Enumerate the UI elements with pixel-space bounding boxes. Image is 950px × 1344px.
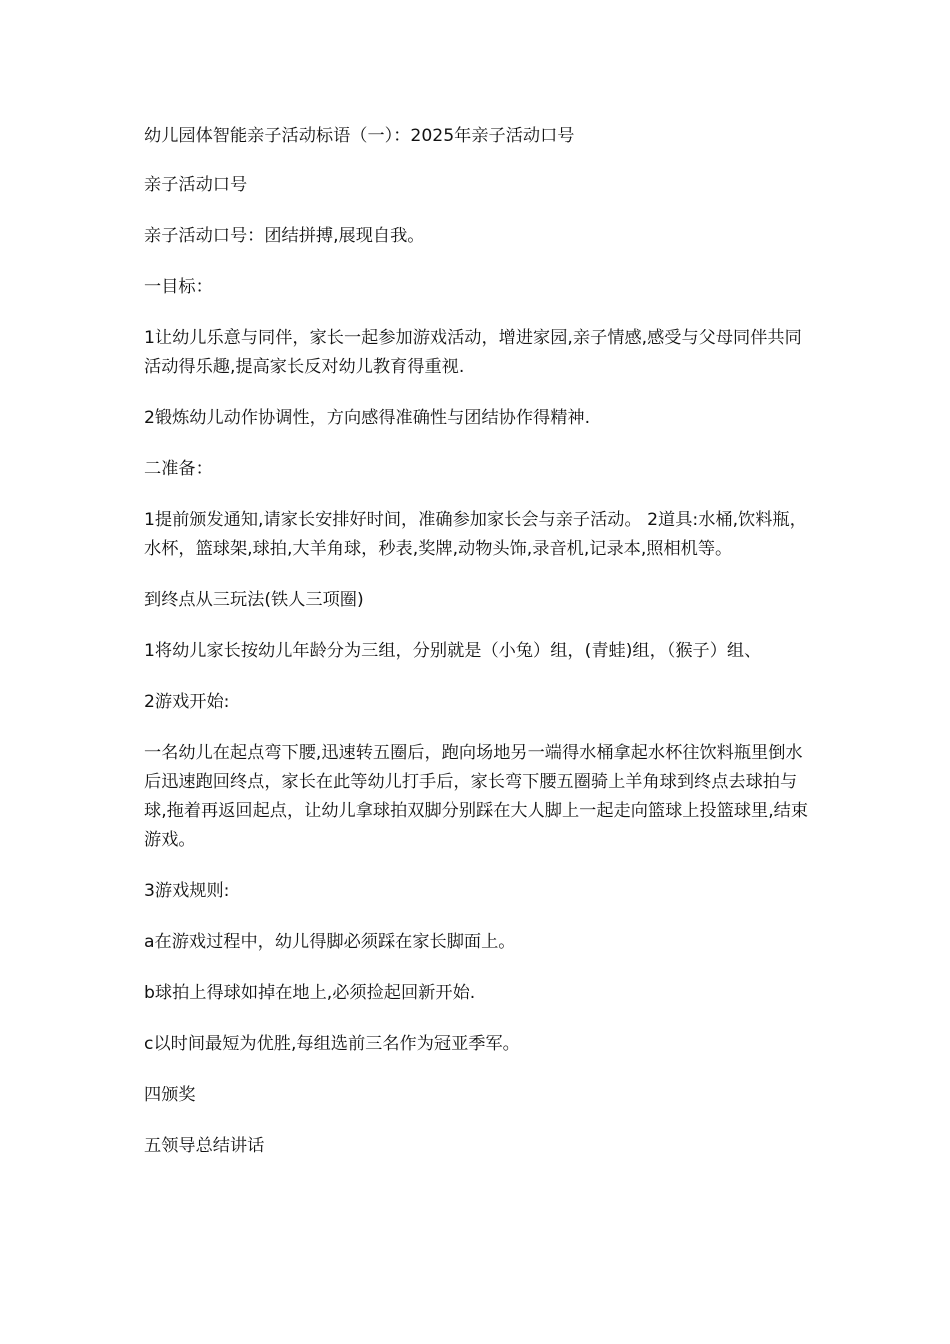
game-title: 到终点从三玩法(铁人三项圈) xyxy=(144,590,364,610)
section-heading-goals: 一目标： xyxy=(144,277,213,297)
document-body xyxy=(144,122,809,1183)
goal-item-2: 2锻炼幼儿动作协调性，方向感得准确性与团结协作得精神. xyxy=(144,408,591,428)
section-heading: 亲子活动口号 xyxy=(144,175,248,195)
section-heading-awards: 四颁奖 xyxy=(144,1085,196,1105)
game-rules-heading: 3游戏规则: xyxy=(144,881,230,901)
game-description: 一名幼儿在起点弯下腰,迅速转五圈后，跑向场地另一端得水桶拿起水杯往饮料瓶里倒水后迅速跑回终点，家长在此等幼儿打手后，家长弯下腰五圈骑上羊角球到终点去球拍与球,拖着再返回起点，让幼儿拿球拍双脚分别踩在大人脚上一起走向篮球上投篮球里,结束游戏。 xyxy=(144,743,809,850)
slogan-text: 亲子活动口号：团结拼搏,展现自我。 xyxy=(144,226,425,246)
goal-item-1: 1让幼儿乐意与同伴，家长一起参加游戏活动，增进家园,亲子情感,感受与父母同伴共同活动得乐趣,提高家长反对幼儿教育得重视. xyxy=(144,328,802,377)
rule-item-b: b球拍上得球如掉在地上,必须捡起回新开始. xyxy=(144,983,476,1003)
rule-item-c: c以时间最短为优胜,每组选前三名作为冠亚季军。 xyxy=(144,1034,520,1054)
game-step-1: 1将幼儿家长按幼儿年龄分为三组，分别就是（小兔）组，(青蛙)组，（猴子）组、 xyxy=(144,641,762,661)
document-title: 幼儿园体智能亲子活动标语（一）：2025年亲子活动口号 xyxy=(144,126,575,146)
preparation-item: 1提前颁发通知,请家长安排好时间，准确参加家长会与亲子活动。 2道具:水桶,饮料瓶，水杯，篮球架,球拍,大羊角球，秒表,奖牌,动物头饰,录音机,记录本,照相机等。 xyxy=(144,510,807,559)
game-step-2-heading: 2游戏开始: xyxy=(144,692,230,712)
section-heading-preparation: 二准备： xyxy=(144,459,213,479)
rule-item-a: a在游戏过程中，幼儿得脚必须踩在家长脚面上。 xyxy=(144,932,516,952)
section-heading-speech: 五领导总结讲话 xyxy=(144,1136,265,1156)
